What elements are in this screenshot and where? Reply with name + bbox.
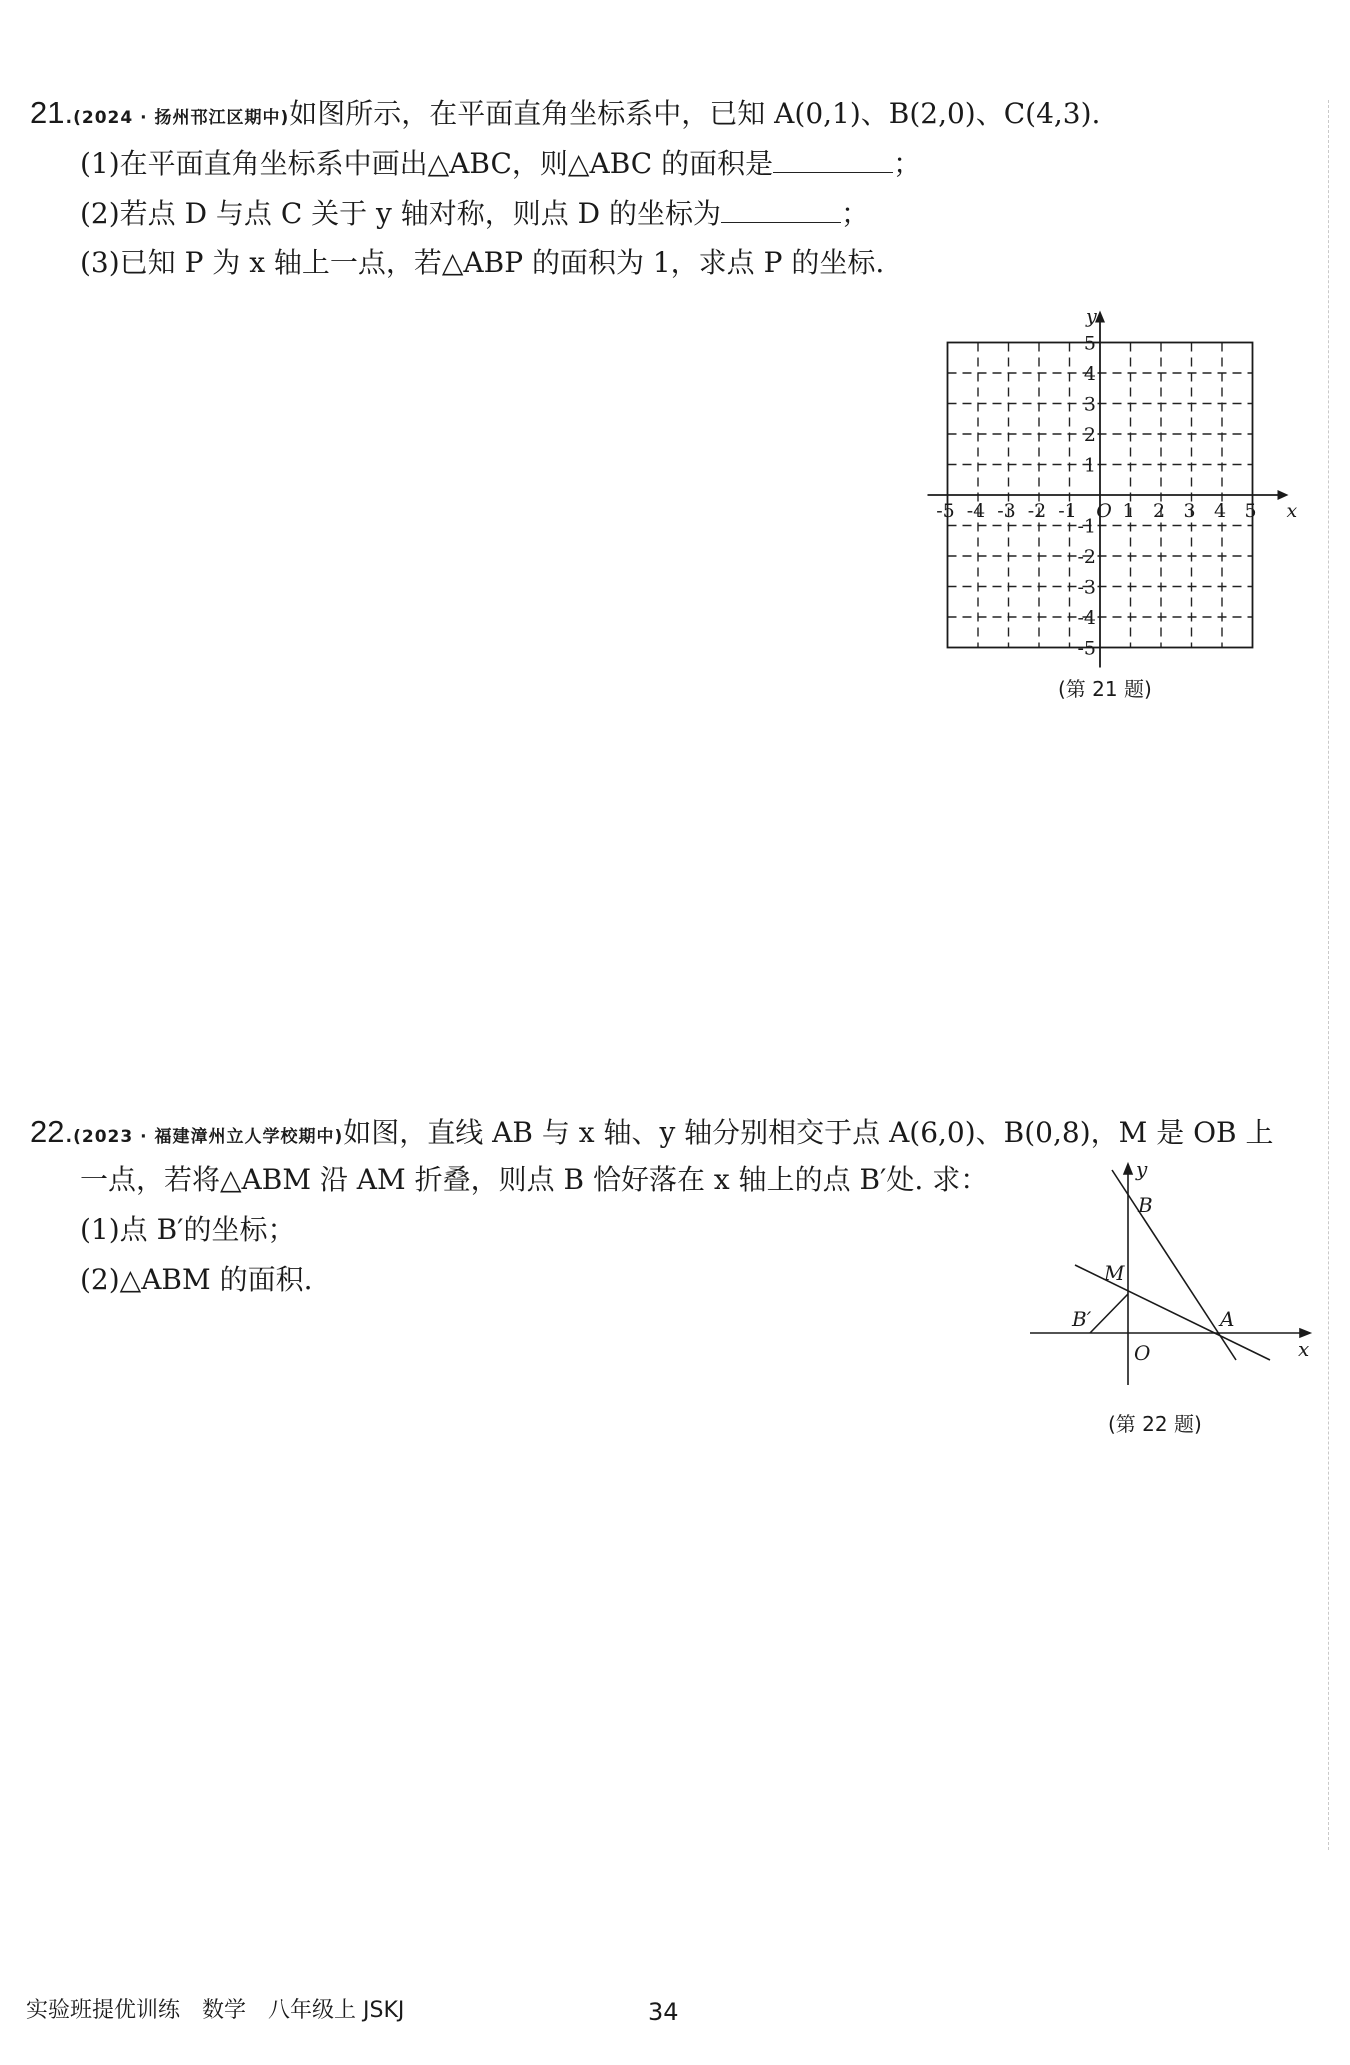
q22-label-O: O [1134,1341,1151,1365]
q22-label-M: M [1104,1261,1125,1285]
x-tick-label: -4 [966,500,986,522]
q21-part1-text: (1)在平面直角坐标系中画出△ABC，则△ABC 的面积是 [80,147,774,180]
y-tick-label: 2 [1083,424,1096,446]
x-tick-label: -2 [1027,500,1047,522]
y-tick-label: 5 [1083,332,1096,355]
y-tick-label: 1 [1083,454,1096,477]
q22-line-AB [1112,1170,1236,1360]
x-tick-label: -1 [1058,500,1077,522]
x-tick-label: 1 [1122,500,1135,522]
y-tick-label: -1 [1077,515,1096,538]
q21-part1-blank[interactable] [773,146,893,173]
x-tick-label: 4 [1213,500,1227,522]
q22-label-A: A [1220,1307,1235,1331]
x-tick-label: 2 [1152,500,1166,522]
footer-book-title: 实验班提优训练 数学 八年级上 JSKJ [26,1998,405,2023]
q22-part2: (2)△ABM 的面积. [80,1263,313,1296]
q22-stem-2: 一点，若将△ABM 沿 AM 折叠，则点 B 恰好落在 x 轴上的点 B′处. 求： [80,1163,989,1196]
q21-part2-text: (2)若点 D 与点 C 关于 y 轴对称，则点 D 的坐标为 [80,197,722,230]
q21-coordinate-grid [920,290,1320,670]
q21-part1 [80,146,921,181]
q22-segment-BpM [1090,1294,1128,1333]
x-axis-arrow [1278,490,1289,500]
q21-part3: (3)已知 P 为 x 轴上一点，若△ABP 的面积为 1，求点 P 的坐标. [80,246,885,279]
q22-label-y: y [1136,1160,1148,1181]
q21-stem-line [30,94,1100,131]
y-tick-label: 4 [1083,363,1096,385]
q21-part2-blank[interactable] [721,196,841,223]
y-tick-label: 3 [1083,393,1096,416]
q22-number: 22. [30,1114,74,1149]
q21-stem: 如图所示，在平面直角坐标系中，已知 A(0,1)、B(2,0)、C(4,3). [289,97,1101,130]
q21-caption: (第 21 题) [1058,677,1152,701]
q22-figure [1020,1160,1320,1400]
q22-y-arrow [1124,1164,1132,1174]
y-tick-label: -4 [1077,607,1096,629]
y-axis-label: y [1086,305,1097,328]
x-tick-label: 5 [1244,500,1257,522]
q22-stem-line [30,1113,1274,1150]
x-axis-label: x [1286,500,1298,522]
q21-number: 21. [30,95,74,130]
q22-label-B: B [1138,1193,1153,1217]
q21-part2-end: ； [841,197,870,230]
x-tick-label: -5 [936,500,955,522]
q22-label-Bp: B′ [1072,1307,1092,1331]
q22-part1: (1)点 B′的坐标； [80,1213,296,1246]
x-tick-label: 3 [1183,500,1196,522]
q22-stem-1: 如图，直线 AB 与 x 轴、y 轴分别相交于点 A(6,0)、B(0,8)，M 是 OB 上 [343,1116,1274,1149]
y-tick-label: -5 [1077,637,1096,660]
page-number: 34 [648,1998,679,2026]
q22-x-arrow [1300,1329,1310,1337]
q21-part2 [80,196,869,231]
x-tick-label: -3 [997,500,1016,522]
q21-source: (2024 · 扬州邗江区期中) [73,108,290,128]
q22-caption: (第 22 题) [1108,1412,1202,1436]
y-tick-label: -2 [1077,546,1096,568]
q22-source: (2023 · 福建漳州立人学校期中) [73,1127,344,1147]
q22-label-x: x [1298,1337,1310,1361]
x-tick-label: O [1096,500,1112,522]
y-tick-label: -3 [1077,576,1096,599]
margin-rule [1328,100,1329,1850]
q21-part1-end: ； [893,147,922,180]
